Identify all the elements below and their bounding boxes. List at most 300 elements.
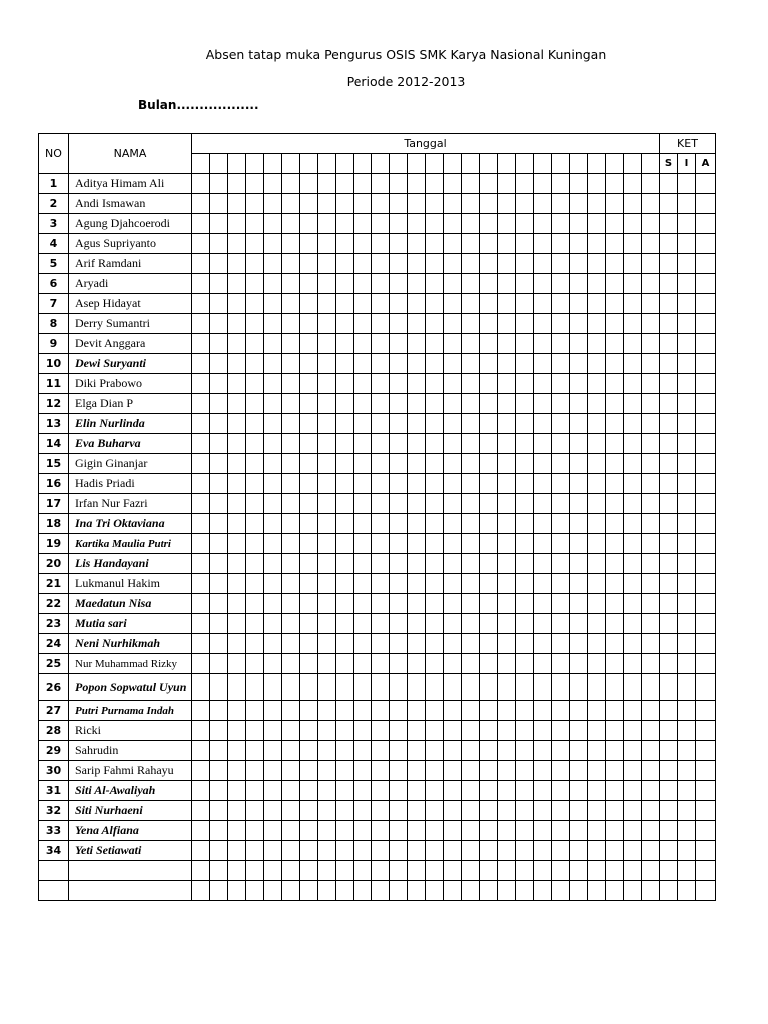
date-cell: [372, 881, 390, 901]
date-cell: [354, 394, 372, 414]
date-cell: [552, 274, 570, 294]
date-cell: [246, 374, 264, 394]
date-cell: [318, 434, 336, 454]
date-cell: [516, 634, 534, 654]
date-cell: [462, 254, 480, 274]
date-cell: [444, 314, 462, 334]
date-cell: [444, 434, 462, 454]
date-cell: [300, 494, 318, 514]
date-cell: [426, 494, 444, 514]
date-cell: [192, 234, 210, 254]
header-ket: KET: [660, 134, 716, 154]
date-cell: [462, 574, 480, 594]
date-cell: [516, 234, 534, 254]
date-cell: [282, 234, 300, 254]
row-number: 34: [39, 841, 69, 861]
date-cell: [624, 781, 642, 801]
member-name: Lis Handayani: [69, 554, 192, 574]
date-cell: [390, 514, 408, 534]
date-cell: [246, 841, 264, 861]
date-cell: [588, 594, 606, 614]
date-cell: [228, 494, 246, 514]
member-name: Popon Sopwatul Uyun: [69, 674, 192, 701]
ket-cell: [660, 554, 678, 574]
date-cell: [624, 674, 642, 701]
date-cell: [300, 554, 318, 574]
member-name: Andi Ismawan: [69, 194, 192, 214]
date-cell: [210, 174, 228, 194]
date-cell: [498, 274, 516, 294]
date-cell: [390, 701, 408, 721]
ket-cell: [696, 334, 716, 354]
date-cell: [444, 654, 462, 674]
ket-cell: [696, 761, 716, 781]
date-header-cell: [642, 154, 660, 174]
member-name: Elga Dian P: [69, 394, 192, 414]
date-cell: [282, 554, 300, 574]
date-cell: [246, 741, 264, 761]
date-cell: [534, 534, 552, 554]
row-number: 25: [39, 654, 69, 674]
date-cell: [426, 354, 444, 374]
date-cell: [228, 374, 246, 394]
date-cell: [516, 194, 534, 214]
date-cell: [552, 701, 570, 721]
date-cell: [426, 821, 444, 841]
member-name: Nur Muhammad Rizky: [69, 654, 192, 674]
date-cell: [264, 234, 282, 254]
date-cell: [570, 821, 588, 841]
date-cell: [534, 674, 552, 701]
date-cell: [624, 594, 642, 614]
date-cell: [552, 234, 570, 254]
date-cell: [390, 374, 408, 394]
date-cell: [516, 334, 534, 354]
ket-cell: [678, 474, 696, 494]
ket-cell: [678, 861, 696, 881]
date-cell: [516, 174, 534, 194]
date-cell: [372, 214, 390, 234]
date-cell: [552, 654, 570, 674]
date-cell: [552, 434, 570, 454]
date-cell: [354, 674, 372, 701]
date-cell: [516, 354, 534, 374]
date-cell: [372, 314, 390, 334]
date-cell: [570, 474, 588, 494]
date-cell: [264, 454, 282, 474]
date-cell: [624, 654, 642, 674]
date-cell: [408, 194, 426, 214]
date-cell: [588, 314, 606, 334]
ket-cell: [678, 514, 696, 534]
date-cell: [516, 801, 534, 821]
date-cell: [588, 634, 606, 654]
date-cell: [498, 214, 516, 234]
date-cell: [624, 881, 642, 901]
date-cell: [228, 454, 246, 474]
ket-cell: [678, 414, 696, 434]
date-cell: [372, 781, 390, 801]
document-title: Absen tatap muka Pengurus OSIS SMK Karya Nasional Kuningan: [205, 47, 607, 62]
date-cell: [642, 781, 660, 801]
date-cell: [282, 414, 300, 434]
date-cell: [444, 394, 462, 414]
date-cell: [516, 274, 534, 294]
date-cell: [192, 174, 210, 194]
date-cell: [210, 334, 228, 354]
date-cell: [192, 314, 210, 334]
date-cell: [264, 294, 282, 314]
date-cell: [426, 634, 444, 654]
date-cell: [318, 354, 336, 374]
ket-cell: [660, 234, 678, 254]
date-cell: [444, 674, 462, 701]
member-name: Mutia sari: [69, 614, 192, 634]
table-row: [39, 841, 716, 861]
table-row: [39, 801, 716, 821]
date-cell: [552, 194, 570, 214]
date-cell: [444, 841, 462, 861]
ket-cell: [678, 801, 696, 821]
date-cell: [264, 514, 282, 534]
date-cell: [210, 674, 228, 701]
date-cell: [282, 434, 300, 454]
date-cell: [192, 414, 210, 434]
date-cell: [300, 534, 318, 554]
date-cell: [354, 781, 372, 801]
date-cell: [588, 534, 606, 554]
date-cell: [246, 614, 264, 634]
date-cell: [426, 254, 444, 274]
ket-cell: [660, 861, 678, 881]
date-cell: [588, 741, 606, 761]
date-cell: [264, 314, 282, 334]
date-cell: [534, 454, 552, 474]
date-cell: [228, 294, 246, 314]
ket-cell: [696, 654, 716, 674]
date-cell: [210, 514, 228, 534]
date-cell: [516, 674, 534, 701]
date-cell: [390, 781, 408, 801]
date-cell: [246, 174, 264, 194]
ket-cell: [696, 254, 716, 274]
date-cell: [372, 234, 390, 254]
date-cell: [606, 741, 624, 761]
ket-cell: [696, 274, 716, 294]
date-cell: [606, 234, 624, 254]
date-cell: [282, 254, 300, 274]
date-cell: [246, 434, 264, 454]
date-cell: [462, 634, 480, 654]
table-row: [39, 314, 716, 334]
date-cell: [192, 494, 210, 514]
ket-cell: [660, 781, 678, 801]
date-cell: [192, 614, 210, 634]
date-cell: [264, 761, 282, 781]
date-cell: [372, 674, 390, 701]
date-cell: [210, 654, 228, 674]
date-cell: [228, 821, 246, 841]
date-cell: [606, 294, 624, 314]
date-cell: [462, 721, 480, 741]
date-cell: [246, 881, 264, 901]
table-row: [39, 574, 716, 594]
date-cell: [336, 494, 354, 514]
date-cell: [444, 514, 462, 534]
date-cell: [570, 554, 588, 574]
date-cell: [498, 234, 516, 254]
date-cell: [444, 534, 462, 554]
date-cell: [336, 514, 354, 534]
date-cell: [624, 841, 642, 861]
date-cell: [588, 274, 606, 294]
date-cell: [282, 701, 300, 721]
date-header-cell: [282, 154, 300, 174]
date-cell: [300, 474, 318, 494]
table-row: [39, 214, 716, 234]
date-header-cell: [390, 154, 408, 174]
date-cell: [246, 594, 264, 614]
date-cell: [570, 514, 588, 534]
date-cell: [354, 534, 372, 554]
row-number: 19: [39, 534, 69, 554]
date-cell: [606, 881, 624, 901]
date-cell: [642, 721, 660, 741]
ket-cell: [678, 614, 696, 634]
date-cell: [642, 801, 660, 821]
date-cell: [372, 761, 390, 781]
date-cell: [210, 434, 228, 454]
date-cell: [318, 374, 336, 394]
date-cell: [606, 861, 624, 881]
date-cell: [408, 354, 426, 374]
date-cell: [516, 434, 534, 454]
date-cell: [588, 354, 606, 374]
date-cell: [246, 394, 264, 414]
date-cell: [210, 701, 228, 721]
date-cell: [516, 861, 534, 881]
date-cell: [516, 721, 534, 741]
table-row: [39, 274, 716, 294]
date-cell: [210, 634, 228, 654]
date-cell: [372, 394, 390, 414]
date-cell: [192, 654, 210, 674]
date-cell: [336, 881, 354, 901]
date-cell: [552, 294, 570, 314]
date-cell: [480, 861, 498, 881]
member-name: Elin Nurlinda: [69, 414, 192, 434]
date-cell: [372, 174, 390, 194]
date-cell: [408, 334, 426, 354]
date-cell: [372, 414, 390, 434]
date-cell: [390, 494, 408, 514]
date-cell: [246, 721, 264, 741]
date-cell: [498, 634, 516, 654]
ket-cell: [678, 374, 696, 394]
ket-cell: [678, 654, 696, 674]
date-cell: [552, 554, 570, 574]
date-cell: [606, 761, 624, 781]
date-cell: [480, 394, 498, 414]
date-cell: [534, 414, 552, 434]
date-cell: [444, 861, 462, 881]
date-cell: [642, 334, 660, 354]
date-cell: [444, 801, 462, 821]
date-cell: [264, 674, 282, 701]
date-header-cell: [264, 154, 282, 174]
date-cell: [282, 614, 300, 634]
date-cell: [354, 214, 372, 234]
date-cell: [606, 514, 624, 534]
date-cell: [498, 434, 516, 454]
ket-cell: [696, 354, 716, 374]
date-cell: [642, 674, 660, 701]
date-cell: [318, 634, 336, 654]
date-cell: [192, 434, 210, 454]
table-row: [39, 354, 716, 374]
date-cell: [246, 494, 264, 514]
date-cell: [264, 781, 282, 801]
date-cell: [642, 254, 660, 274]
date-cell: [336, 194, 354, 214]
member-name: Sarip Fahmi Rahayu: [69, 761, 192, 781]
row-number: 32: [39, 801, 69, 821]
date-cell: [336, 761, 354, 781]
ket-cell: [660, 454, 678, 474]
date-cell: [498, 881, 516, 901]
date-cell: [624, 821, 642, 841]
row-number: 31: [39, 781, 69, 801]
date-cell: [246, 801, 264, 821]
date-cell: [552, 454, 570, 474]
date-cell: [588, 394, 606, 414]
date-cell: [624, 454, 642, 474]
date-cell: [462, 214, 480, 234]
ket-cell: [660, 434, 678, 454]
date-cell: [390, 761, 408, 781]
ket-cell: [678, 594, 696, 614]
date-cell: [498, 294, 516, 314]
date-cell: [372, 534, 390, 554]
date-cell: [228, 434, 246, 454]
date-header-cell: [480, 154, 498, 174]
table-row: [39, 194, 716, 214]
date-cell: [408, 234, 426, 254]
date-cell: [552, 214, 570, 234]
date-cell: [228, 254, 246, 274]
date-cell: [228, 354, 246, 374]
date-cell: [354, 314, 372, 334]
date-cell: [480, 574, 498, 594]
member-name: Arif Ramdani: [69, 254, 192, 274]
row-number: 5: [39, 254, 69, 274]
date-cell: [372, 801, 390, 821]
date-cell: [534, 354, 552, 374]
date-cell: [318, 394, 336, 414]
date-cell: [354, 881, 372, 901]
date-cell: [228, 174, 246, 194]
row-number: 22: [39, 594, 69, 614]
date-cell: [282, 494, 300, 514]
date-cell: [264, 801, 282, 821]
table-row: [39, 781, 716, 801]
date-cell: [192, 741, 210, 761]
member-name: Derry Sumantri: [69, 314, 192, 334]
date-cell: [318, 654, 336, 674]
date-cell: [552, 534, 570, 554]
date-cell: [534, 194, 552, 214]
date-cell: [588, 374, 606, 394]
date-cell: [498, 721, 516, 741]
date-cell: [516, 781, 534, 801]
date-cell: [192, 761, 210, 781]
date-cell: [354, 614, 372, 634]
date-cell: [588, 294, 606, 314]
date-cell: [462, 234, 480, 254]
date-cell: [264, 194, 282, 214]
row-number: 8: [39, 314, 69, 334]
date-cell: [408, 394, 426, 414]
date-cell: [480, 254, 498, 274]
date-cell: [498, 374, 516, 394]
date-cell: [552, 494, 570, 514]
header-tanggal: Tanggal: [192, 134, 660, 154]
date-cell: [426, 861, 444, 881]
date-cell: [390, 634, 408, 654]
ket-cell: [696, 614, 716, 634]
ket-cell: [678, 534, 696, 554]
date-cell: [246, 474, 264, 494]
date-cell: [408, 574, 426, 594]
date-cell: [480, 234, 498, 254]
date-header-cell: [534, 154, 552, 174]
date-cell: [624, 474, 642, 494]
member-name: Gigin Ginanjar: [69, 454, 192, 474]
date-cell: [444, 761, 462, 781]
date-cell: [624, 554, 642, 574]
date-cell: [336, 841, 354, 861]
date-cell: [570, 534, 588, 554]
date-cell: [282, 274, 300, 294]
date-cell: [606, 614, 624, 634]
date-cell: [498, 614, 516, 634]
date-cell: [480, 414, 498, 434]
date-cell: [642, 474, 660, 494]
date-cell: [534, 801, 552, 821]
date-cell: [606, 354, 624, 374]
ket-cell: [696, 194, 716, 214]
date-cell: [210, 801, 228, 821]
date-cell: [606, 654, 624, 674]
date-cell: [498, 861, 516, 881]
date-cell: [498, 701, 516, 721]
date-cell: [642, 234, 660, 254]
date-cell: [606, 701, 624, 721]
date-cell: [318, 254, 336, 274]
table-row: [39, 434, 716, 454]
date-cell: [192, 881, 210, 901]
date-cell: [246, 274, 264, 294]
date-cell: [264, 554, 282, 574]
member-name: Ricki: [69, 721, 192, 741]
header-no: NO: [39, 134, 69, 174]
row-number: 17: [39, 494, 69, 514]
date-header-cell: [336, 154, 354, 174]
date-cell: [606, 554, 624, 574]
date-cell: [606, 574, 624, 594]
date-cell: [588, 174, 606, 194]
date-cell: [354, 701, 372, 721]
